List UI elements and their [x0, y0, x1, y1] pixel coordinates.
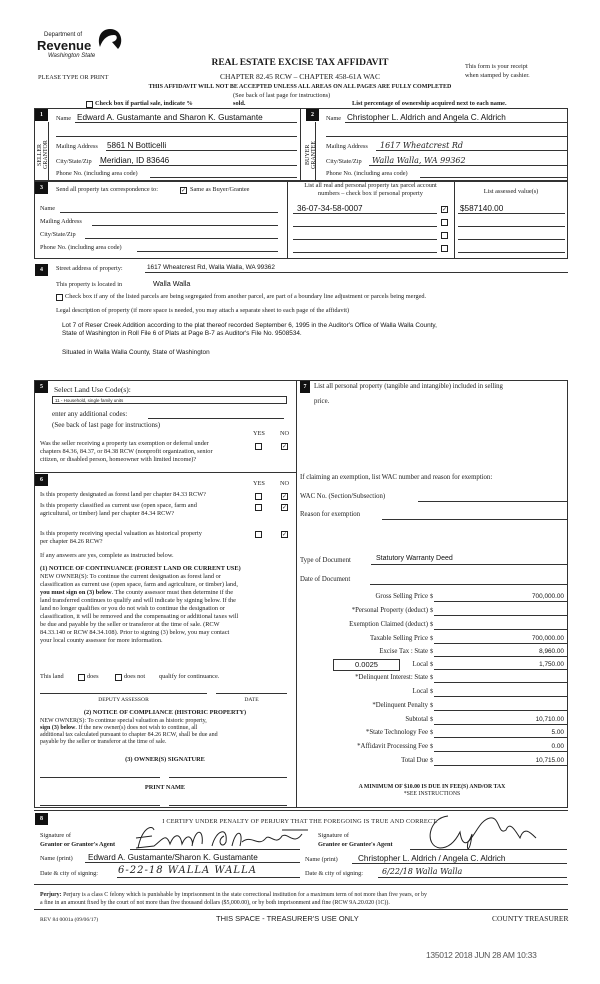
grantor-name-print-label: Name (print)	[40, 855, 73, 862]
grantee-signature[interactable]	[420, 812, 550, 854]
grantor-printed-name[interactable]: Edward A. Gustamante/Sharon K. Gustamante	[88, 853, 258, 862]
notice-text: classification, it will be removed and the compensating or additional taxes will	[40, 613, 239, 620]
deputy-assessor-label: DEPUTY ASSESSOR	[98, 697, 149, 703]
notice-text: 84.33.140 or RCW 84.34.108). Prior to signing (3) below, you may contact	[40, 629, 230, 636]
perjury-text-2: a fine in an amount fixed by the court of not more than five thousand dollars ($5,000.00), or by both imprisonment and fine (RCW 9A.20.020 (1C)).	[40, 900, 390, 906]
land-use-label: Select Land Use Code(s):	[54, 385, 131, 394]
dollar-sign: $	[430, 607, 434, 614]
segregated-checkbox[interactable]	[56, 294, 63, 301]
parcel-header-1: List all real and personal property tax parcel account	[304, 182, 437, 189]
section-2-number: 2	[306, 109, 319, 121]
historic-question: Is this property receiving special valuation as historical property	[40, 530, 202, 537]
fee-value[interactable]: 700,000.00	[532, 635, 564, 642]
personal-property-checkbox[interactable]	[441, 219, 448, 226]
personal-property-checkbox[interactable]: ✓	[442, 206, 448, 213]
s5-yes-header: YES	[253, 430, 265, 437]
fee-label: Local	[412, 688, 428, 695]
doc-date-label: Date of Document	[300, 576, 351, 583]
dollar-sign: $	[430, 661, 434, 668]
forest-land-question: Is this property designated as forest land per chapter 84.33 RCW?	[40, 491, 206, 498]
historic-yes-checkbox[interactable]	[255, 531, 262, 538]
section-4-number: 4	[35, 264, 48, 276]
treasurer-use-only: THIS SPACE - TREASURER'S USE ONLY	[216, 914, 359, 923]
section-6-number: 6	[35, 474, 48, 486]
if-yes-note: If any answers are yes, complete as instructed below.	[40, 552, 174, 559]
located-label: This property is located in	[56, 281, 123, 288]
forest-no-checkbox[interactable]: ✓	[282, 493, 288, 500]
notice-continuance-title: (1) NOTICE OF CONTINUANCE (FOREST LAND OR CURRENT USE)	[40, 565, 241, 572]
partial-sale-checkbox[interactable]	[86, 101, 93, 108]
dollar-sign: $	[430, 674, 434, 681]
s5-question: citizen, or disabled person, homeowner with limited income)?	[40, 456, 197, 463]
logo-dept: Department of	[44, 32, 83, 38]
fee-label: *Affidavit Processing Fee	[357, 743, 428, 750]
street-address[interactable]: 1617 Wheatcrest Rd, Walla Walla, WA 99362	[147, 264, 275, 271]
exemption-label: If claiming an exemption, list WAC number and reason for exemption:	[300, 474, 493, 481]
notice-text: be due and payable by the seller or transferor at the time of sale. (RCW	[40, 621, 220, 628]
dollar-sign: $	[430, 648, 434, 655]
doc-type-label: Type of Document	[300, 557, 351, 564]
historic-no-checkbox[interactable]: ✓	[282, 531, 288, 538]
street-label: Street address of property:	[56, 265, 123, 272]
legal-line-1: Lot 7 of Reser Creek Addition according to the plat thereof recorded September 6, 1995 in the Auditor's Office of Walla Walla County,	[62, 322, 437, 329]
does-not-label: does not	[124, 673, 146, 680]
fee-value[interactable]: 10,710.00	[535, 716, 564, 723]
receipt-2: when stamped by cashier.	[465, 72, 530, 79]
personal-property-checkbox[interactable]	[441, 245, 448, 252]
received-stamp: 135012 2018 JUN 28 AM 10:33	[426, 950, 537, 960]
current-use-no-checkbox[interactable]: ✓	[282, 504, 288, 511]
logo-revenue: Revenue	[37, 38, 92, 53]
corr-name-label: Name	[40, 205, 56, 212]
logo-state: Washington State	[48, 53, 96, 59]
seller-city[interactable]: Meridian, ID 83646	[100, 156, 170, 165]
see-instructions: *SEE INSTRUCTIONS	[403, 791, 461, 797]
fee-value[interactable]: 700,000.00	[532, 593, 564, 600]
corr-mail-label: Mailing Address	[40, 218, 82, 225]
doc-type[interactable]: Statutory Warranty Deed	[376, 555, 453, 562]
seller-city-label: City/State/Zip	[56, 158, 92, 165]
fee-label: *Delinquent Penalty	[372, 702, 428, 709]
section-1-number: 1	[35, 109, 48, 121]
buyer-phone-label: Phone No. (including area code)	[326, 170, 408, 177]
local-rate: 0.0025	[355, 660, 378, 669]
fee-value[interactable]: 1,750.00	[539, 661, 564, 668]
dollar-sign: $	[430, 743, 434, 750]
buyer-city-label: City/State/Zip	[326, 158, 362, 165]
land-use-select[interactable]	[52, 396, 287, 404]
seller-mail[interactable]: 5861 N Botticelli	[107, 141, 167, 150]
s5-question: Was the seller receiving a property tax exemption or deferral under	[40, 440, 209, 447]
buyer-name[interactable]: Christopher L. Aldrich and Angela C. Aldrich	[347, 113, 506, 122]
fee-value[interactable]: 0.00	[551, 743, 564, 750]
assessed-value[interactable]: $587140.00	[460, 204, 504, 213]
assessed-header: List assessed value(s)	[483, 188, 539, 195]
grantor-date-label: Date & city of signing:	[40, 870, 99, 877]
minimum-due-note: A MINIMUM OF $10.00 IS DUE IN FEE(S) AND/OR TAX	[358, 784, 506, 790]
same-as-buyer-checkbox[interactable]: ✓	[181, 187, 187, 194]
grantor-signature[interactable]	[132, 820, 312, 854]
notice-text: your local county assessor for more information.	[40, 637, 163, 644]
corr-phone-label: Phone No. (including area code)	[40, 244, 122, 251]
dollar-sign: $	[430, 621, 434, 628]
dollar-sign: $	[430, 688, 434, 695]
certify-statement: I CERTIFY UNDER PENALTY OF PERJURY THAT THE FOREGOING IS TRUE AND CORRECT.	[162, 818, 438, 825]
this-land-label: This land	[40, 673, 64, 680]
notice-text: . If the new owner(s) does not wish to continue, all	[75, 725, 198, 731]
notice-text-bold: you must sign on (3) below	[40, 589, 112, 596]
fee-label: *Personal Property (deduct)	[351, 607, 428, 614]
receipt-1: This form is your receipt	[465, 63, 528, 70]
sold-label: sold.	[233, 100, 246, 107]
section-7-number: 7	[300, 381, 310, 393]
same-as-buyer-label: Same as Buyer/Grantee	[190, 186, 250, 193]
grantee-sig-label: Signature of	[318, 832, 349, 839]
section-5-number: 5	[35, 381, 48, 393]
s5-no-checkbox[interactable]: ✓	[282, 443, 288, 450]
perjury-text: Perjury is a class C felony which is punishable by imprisonment in the state correctional institution for a maximum term of not more than five years, or by	[61, 892, 427, 898]
segregated-label: Check box if any of the listed parcels are being segregated from another parcel, are part of a boundary line adjustment or parcels being merged.	[65, 293, 427, 300]
qualify-label: qualify for continuance.	[159, 673, 220, 680]
logo-mark-icon	[96, 27, 124, 51]
partial-sale-label: Check box if partial sale, indicate %	[95, 100, 193, 107]
list-pct: List percentage of ownership acquired next to each name.	[352, 100, 507, 107]
fee-label: Gross Selling Price	[375, 593, 428, 600]
grantor-sig-label: Signature of	[40, 832, 71, 839]
parcel-number[interactable]: 36-07-34-58-0007	[297, 204, 363, 213]
seller-phone-label: Phone No. (including area code)	[56, 170, 138, 177]
chapter: CHAPTER 82.45 RCW – CHAPTER 458-61A WAC	[220, 72, 380, 81]
fee-label: *Delinquent Interest: State	[355, 674, 428, 681]
see-back: (See back of last page for instructions)	[233, 92, 331, 99]
fee-label: Excise Tax : State	[379, 648, 428, 655]
form-title: REAL ESTATE EXCISE TAX AFFIDAVIT	[211, 58, 389, 68]
buyer-name-label: Name	[326, 115, 342, 122]
land-use-value: 11 - Household, single family units	[55, 398, 124, 403]
county-treasurer-label: COUNTY TREASURER	[492, 914, 569, 923]
perjury-label: Perjury:	[40, 892, 62, 898]
current-use-question: agricultural, or timber) land per chapter 84.34 RCW?	[40, 510, 175, 517]
seller-name-label: Name	[56, 115, 72, 122]
fee-label: Taxable Selling Price	[369, 635, 428, 642]
current-use-question: Is this property classified as current use (open space, farm and	[40, 502, 197, 509]
notice-text: . The county assessor must then determine if the	[111, 589, 233, 596]
legal-line-2: State of Washington in Roll File 6 of Plats at Page B-7 as Auditor's File No. 9508534.	[62, 330, 302, 337]
seller-name[interactable]: Edward A. Gustamante and Sharon K. Gustamante	[77, 113, 263, 122]
dollar-sign: $	[430, 729, 434, 736]
personal-property-label-2: price.	[314, 398, 330, 405]
forest-yes-checkbox[interactable]	[255, 493, 262, 500]
fee-value[interactable]: 10,715.00	[535, 757, 564, 764]
notice-text: land transferred continues to qualify and will indicate by signing below. If the	[40, 597, 236, 604]
grantor-agent-label: Grantor or Grantor's Agent	[40, 841, 116, 848]
notice-text-bold: sign (3) below	[40, 725, 76, 731]
s6-no-header: NO	[280, 480, 290, 487]
located-in[interactable]: Walla Walla	[153, 279, 191, 288]
notice-text: classification as current use (open space, farm and agriculture, or timber) land,	[40, 581, 238, 588]
fee-label: Total Due	[401, 757, 428, 764]
grantee-agent-label: Grantee or Grantee's Agent	[318, 841, 393, 848]
fee-value[interactable]: 5.00	[551, 729, 564, 736]
reason-label: Reason for exemption	[300, 511, 361, 518]
fee-label: Exemption Claimed (deduct)	[349, 621, 428, 628]
does-checkbox[interactable]	[78, 674, 85, 681]
dollar-sign: $	[430, 635, 434, 642]
notice-text: NEW OWNER(S): To continue the current designation as forest land or	[40, 573, 221, 580]
notice-text: NEW OWNER(S): To continue special valuation as historic property,	[40, 718, 207, 724]
dollar-sign: $	[430, 757, 434, 764]
section-8-number: 8	[35, 813, 48, 825]
legal-label: Legal description of property (if more space is needed, you may attach a separate sheet to each page of the affidavit)	[56, 307, 350, 314]
buyer-grantee-label: BUYER GRANTEE	[305, 141, 317, 169]
notice-text: additional tax calculated pursuant to chapter 84.26 RCW, shall be due and	[40, 732, 218, 738]
print-name-label: PRINT NAME	[144, 784, 186, 791]
additional-codes-label: enter any additional codes:	[52, 410, 128, 418]
fee-label: Local	[412, 661, 428, 668]
s6-yes-header: YES	[253, 480, 265, 487]
grantee-name-print-label: Name (print)	[305, 856, 338, 863]
personal-property-checkbox[interactable]	[441, 232, 448, 239]
s5-no-header: NO	[280, 430, 290, 437]
please-type: PLEASE TYPE OR PRINT	[38, 74, 109, 81]
does-label: does	[87, 673, 99, 680]
fee-label: *State Technology Fee	[365, 729, 428, 736]
does-not-checkbox[interactable]	[115, 674, 122, 681]
dollar-sign: $	[430, 593, 434, 600]
fee-label: Subtotal	[405, 716, 428, 723]
notice-text: land no longer qualifies or you do not wish to continue the designation or	[40, 605, 225, 612]
notice-compliance-title: (2) NOTICE OF COMPLIANCE (HISTORIC PROPERTY)	[83, 709, 247, 716]
parcel-header-2: numbers – check box if personal property	[318, 190, 423, 197]
dollar-sign: $	[430, 702, 434, 709]
seller-grantor-label: SELLER GRANTOR	[37, 140, 49, 170]
legal-line-3: Situated in Walla Walla County, State of Washington	[62, 349, 210, 356]
warning: THIS AFFIDAVIT WILL NOT BE ACCEPTED UNLESS ALL AREAS ON ALL PAGES ARE FULLY COMPLETED	[148, 84, 452, 90]
corr-city-label: City/State/Zip	[40, 231, 76, 238]
s5-question: chapters 84.36, 84.37, or 84.38 RCW (nonprofit organization, senior	[40, 448, 213, 455]
buyer-mail[interactable]: 1617 Wheatcrest Rd	[380, 141, 464, 150]
grantee-date-city[interactable]: 6/22/18 Walla Walla	[382, 867, 463, 876]
send-correspondence-label: Send all property tax correspondence to:	[56, 186, 158, 193]
personal-property-label: List all personal property (tangible and intangible) included in selling	[314, 383, 503, 390]
notice-text: payable by the seller or transferor at the time of sale.	[40, 739, 167, 745]
fee-value[interactable]: 8,960.00	[539, 648, 564, 655]
wac-label: WAC No. (Section/Subsection)	[300, 493, 386, 500]
seller-mail-label: Mailing Address	[56, 143, 98, 150]
buyer-city[interactable]: Walla Walla, WA 99362	[372, 156, 466, 165]
grantee-printed-name[interactable]: Christopher L. Aldrich / Angela C. Aldrich	[358, 854, 506, 863]
grantee-date-label: Date & city of signing:	[305, 870, 364, 877]
s5-see-back: (See back of last page for instructions)	[52, 421, 161, 429]
historic-question: per chapter 84.26 RCW?	[40, 538, 103, 545]
owner-signature-title: (3) OWNER(S) SIGNATURE	[125, 756, 205, 763]
section-3-number: 3	[35, 182, 48, 194]
current-use-yes-checkbox[interactable]	[255, 504, 262, 511]
buyer-mail-label: Mailing Address	[326, 143, 368, 150]
grantor-date-city[interactable]: 6-22-18 WALLA WALLA	[118, 865, 257, 876]
deputy-date-label: DATE	[244, 697, 259, 703]
s5-yes-checkbox[interactable]	[255, 443, 262, 450]
form-revision: REV 84 0001a (09/06/17)	[40, 917, 99, 923]
dollar-sign: $	[430, 716, 434, 723]
